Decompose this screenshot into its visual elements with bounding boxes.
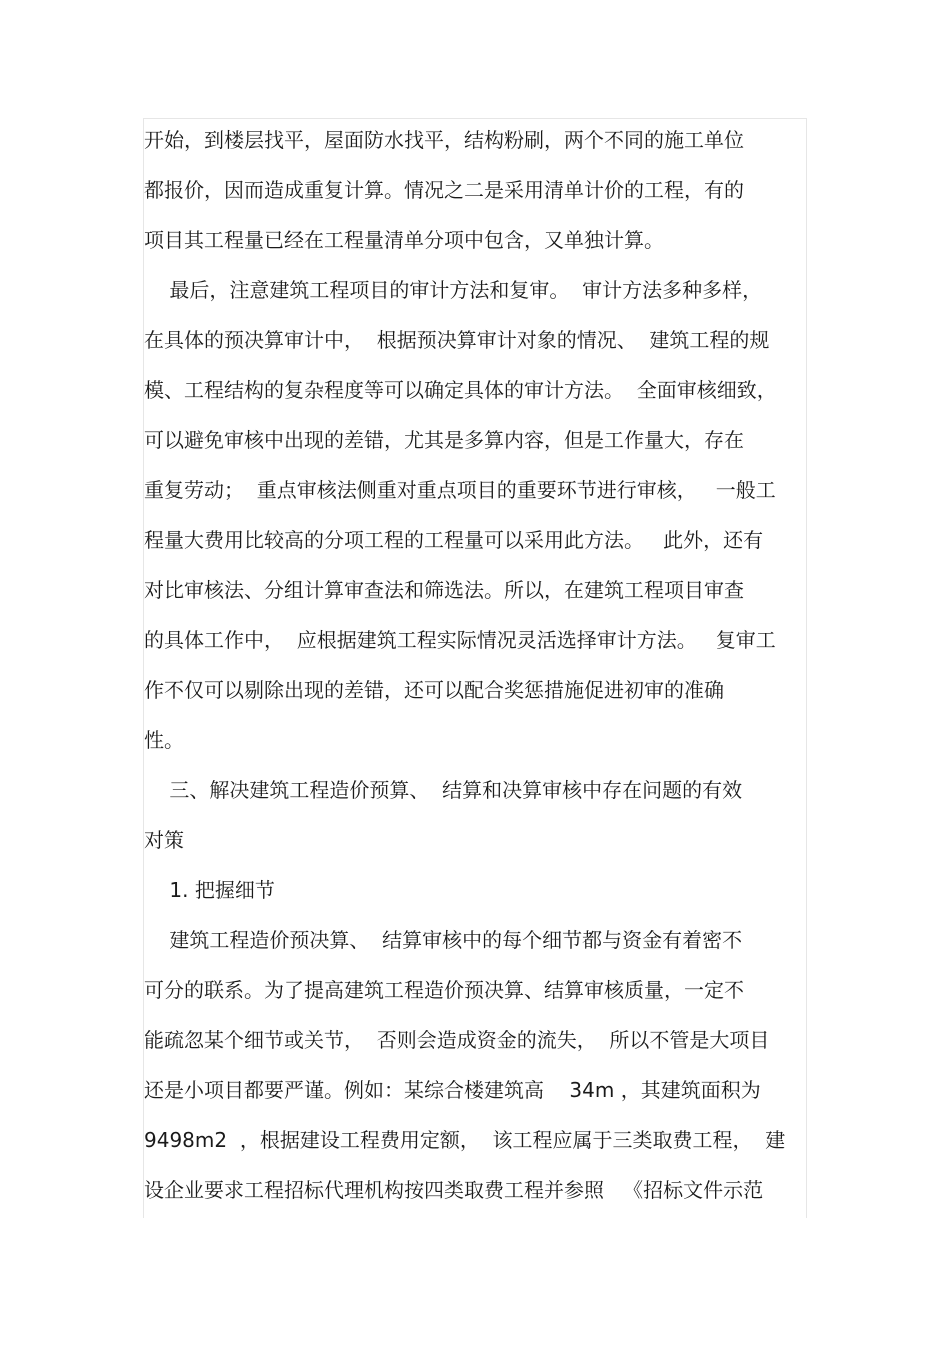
text-line: 对比审核法、分组计算审查法和筛选法。所以，在建筑工程项目审查 [144, 578, 744, 602]
text-line: 9498m2 ，根据建设工程费用定额， 该工程应属于三类取费工程， 建 [144, 1128, 786, 1152]
text-line: 性。 [144, 728, 184, 752]
text-line: 模、工程结构的复杂程度等可以确定具体的审计方法。 全面审核细致， [144, 378, 777, 402]
text-line: 设企业要求工程招标代理机构按四类取费工程并参照 《招标文件示范 [144, 1178, 764, 1202]
section-heading: 对策 [144, 828, 184, 852]
text-line: 项目其工程量已经在工程量清单分项中包含，又单独计算。 [144, 228, 664, 252]
text-line: 重复劳动； 重点审核法侧重对重点项目的重要环节进行审核， 一般工 [144, 478, 776, 502]
text-line: 的具体工作中， 应根据建筑工程实际情况灵活选择审计方法。 复审工 [144, 628, 776, 652]
text-line: 最后，注意建筑工程项目的审计方法和复审。 审计方法多种多样， [144, 278, 763, 302]
text-line: 开始，到楼层找平，屋面防水找平，结构粉刷，两个不同的施工单位 [144, 128, 744, 152]
text-line: 都报价，因而造成重复计算。情况之二是采用清单计价的工程，有的 [144, 178, 744, 202]
text-line: 建筑工程造价预决算、 结算审核中的每个细节都与资金有着密不 [144, 928, 743, 952]
text-line: 还是小项目都要严谨。例如：某综合楼建筑高 34m ，其建筑面积为 [144, 1078, 761, 1102]
text-line: 可以避免审核中出现的差错，尤其是多算内容，但是工作量大，存在 [144, 428, 744, 452]
text-line: 作不仅可以剔除出现的差错，还可以配合奖惩措施促进初审的准确 [144, 678, 724, 702]
text-line: 能疏忽某个细节或关节， 否则会造成资金的流失， 所以不管是大项目 [144, 1028, 770, 1052]
text-line: 可分的联系。为了提高建筑工程造价预决算、结算审核质量，一定不 [144, 978, 744, 1002]
text-line: 在具体的预决算审计中， 根据预决算审计对象的情况、 建筑工程的规 [144, 328, 770, 352]
text-line: 程量大费用比较高的分项工程的工程量可以采用此方法。 此外，还有 [144, 528, 764, 552]
subsection-heading: 1. 把握细节 [144, 878, 275, 902]
section-heading: 三、解决建筑工程造价预算、 结算和决算审核中存在问题的有效 [144, 778, 743, 802]
